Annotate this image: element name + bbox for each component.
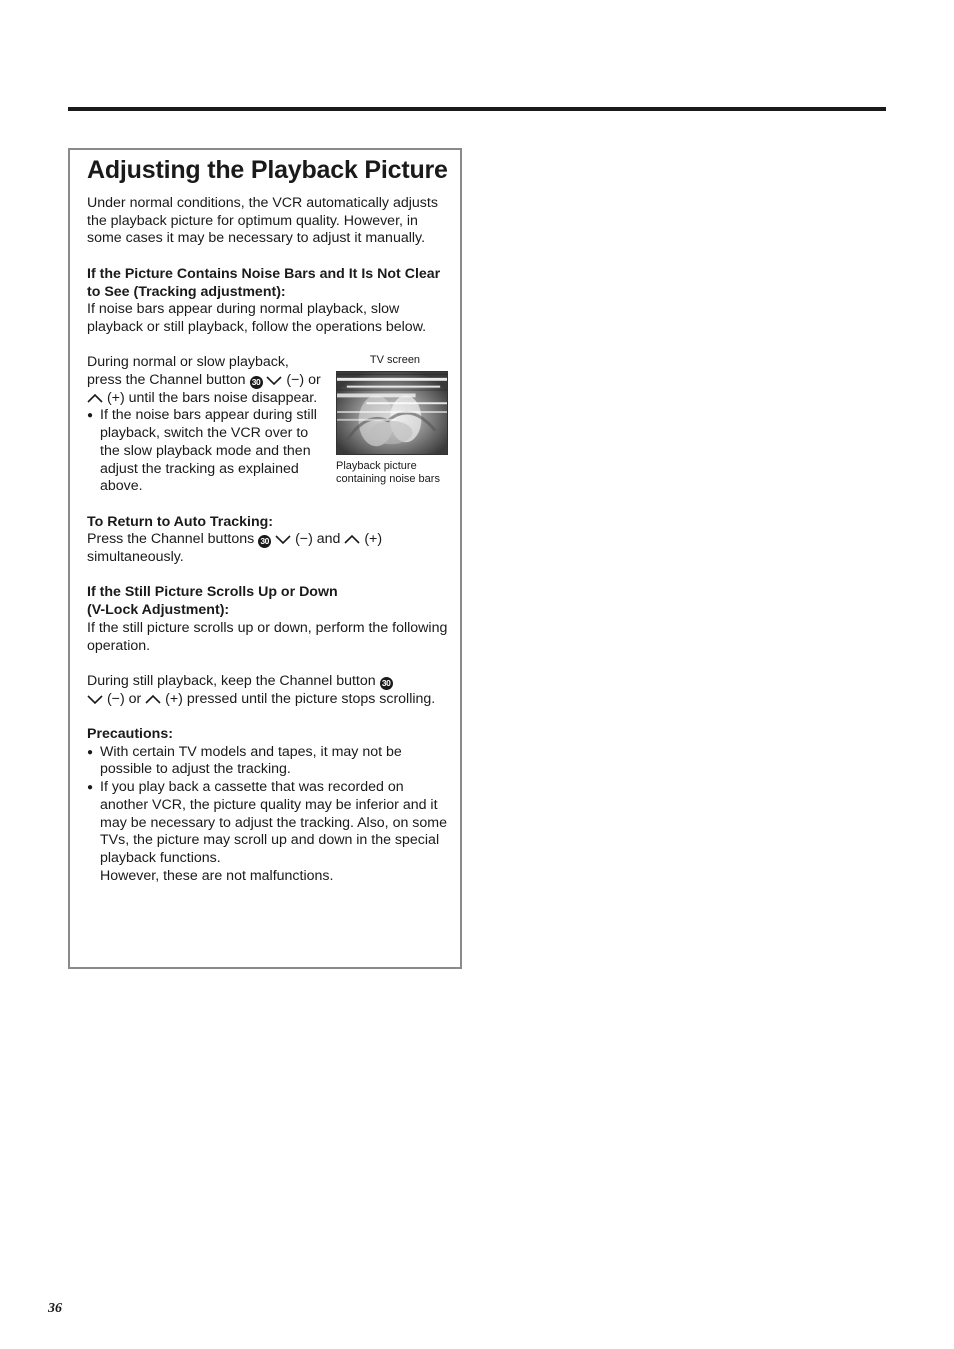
- tracking-text: If noise bars appear during normal playback, slow playback or still playback, follow the operations below.: [87, 301, 427, 335]
- precautions-note: However, these are not malfunctions.: [100, 867, 334, 884]
- precautions-heading: Precautions:: [87, 726, 173, 742]
- precaution-item: ● With certain TV models and tapes, it may not be possible to adjust the tracking.: [87, 744, 452, 779]
- section-content: [87, 156, 452, 885]
- chevron-up-icon: [87, 393, 103, 404]
- noise-bars-picture: [336, 371, 448, 455]
- button-30-icon: 30: [380, 677, 393, 690]
- intro-text: Under normal conditions, the VCR automatically adjusts the playback picture for optimum quality. However, in some cases it may be necessary to adjust it manually.: [87, 195, 438, 247]
- tracking-step: During normal or slow playback, press the Channel button 30 (−) or (+) until the bars noise disappear.: [87, 354, 321, 406]
- tv-screen-caption: Playback picture containing noise bars: [336, 460, 440, 486]
- precaution-item: ● If you play back a cassette that was recorded on another VCR, the picture quality may be inferior and it may be necessary to adjust the tracking. Also, on some TVs, the picture may scroll up and down in the special playback functions.: [87, 779, 452, 868]
- chevron-up-icon: [145, 694, 161, 705]
- vlock-step: During still playback, keep the Channel button 30 (−) or (+) pressed until the picture stops scrolling.: [87, 672, 436, 707]
- tracking-step-block: [87, 354, 452, 496]
- vlock-heading: If the Still Picture Scrolls Up or Down (V-Lock Adjustment):: [87, 584, 338, 619]
- tv-screen-label: TV screen: [369, 354, 421, 367]
- vlock-text: If the still picture scrolls up or down, perform the following operation.: [87, 619, 448, 654]
- chevron-up-icon: [344, 534, 360, 545]
- auto-tracking-text: Press the Channel buttons 30 (−) and (+) simultaneously.: [87, 531, 383, 566]
- chevron-down-icon: [275, 534, 291, 545]
- chevron-down-icon: [266, 375, 282, 386]
- auto-tracking-heading: To Return to Auto Tracking:: [87, 513, 274, 530]
- tv-screen-figure: [336, 354, 454, 486]
- top-rule: [68, 107, 886, 111]
- tracking-bullet: ● If the noise bars appear during still playback, switch the VCR over to the slow playback mode and then adjust the tracking as explained above.: [87, 407, 325, 496]
- button-30-icon: 30: [250, 376, 263, 389]
- tracking-heading: If the Picture Contains Noise Bars and It Is Not Clear to See (Tracking adjustment):: [87, 265, 441, 300]
- page-number: 36: [48, 1301, 62, 1316]
- page-title: Adjusting the Playback Picture: [87, 156, 448, 184]
- chevron-down-icon: [87, 694, 103, 705]
- button-30-icon: 30: [258, 535, 271, 548]
